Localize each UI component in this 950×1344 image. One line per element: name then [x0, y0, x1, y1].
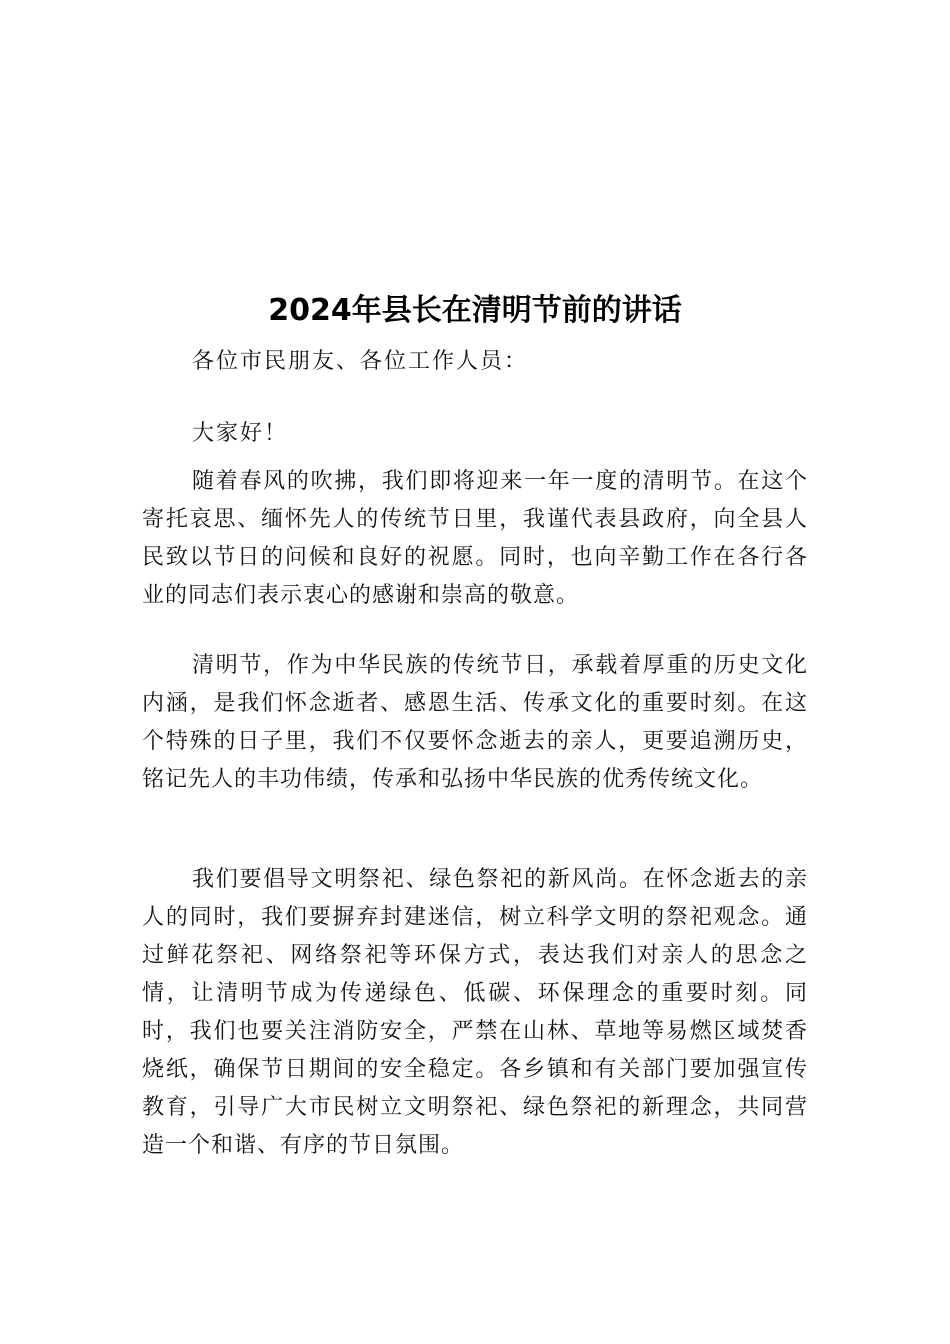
document-title: 2024年县长在清明节前的讲话: [268, 293, 682, 328]
greeting: 大家好！: [192, 421, 289, 446]
paragraph-2: 清明节，作为中华民族的传统节日，承载着厚重的历史文化内涵，是我们怀念逝者、感恩生活、传承文化的重要时刻。在这个特殊的日子里，我们不仅要怀念逝去的亲人，更要追溯历史，铭记先人的丰功伟绩，传承和弘扬中华民族的优秀传统文化。: [142, 653, 808, 792]
salutation: 各位市民朋友、各位工作人员：: [192, 349, 529, 374]
paragraph-1: 随着春风的吹拂，我们即将迎来一年一度的清明节。在这个寄托哀思、缅怀先人的传统节日里，我谨代表县政府，向全县人民致以节日的问候和良好的祝愿。同时，也向辛勤工作在各行各业的同志们表示衷心的感谢和崇高的敬意。: [142, 469, 808, 608]
paragraph-3: 我们要倡导文明祭祀、绿色祭祀的新风尚。在怀念逝去的亲人的同时，我们要摒弃封建迷信，树立科学文明的祭祀观念。通过鲜花祭祀、网络祭祀等环保方式，表达我们对亲人的思念之情，让清明节成为传递绿色、低碳、环保理念的重要时刻。同时，我们也要关注消防安全，严禁在山林、草地等易燃区域焚香烧纸，确保节日期间的安全稳定。各乡镇和有关部门要加强宣传教育，引导广大市民树立文明祭祀、绿色祭祀的新理念，共同营造一个和谐、有序的节日氛围。: [142, 867, 808, 1158]
